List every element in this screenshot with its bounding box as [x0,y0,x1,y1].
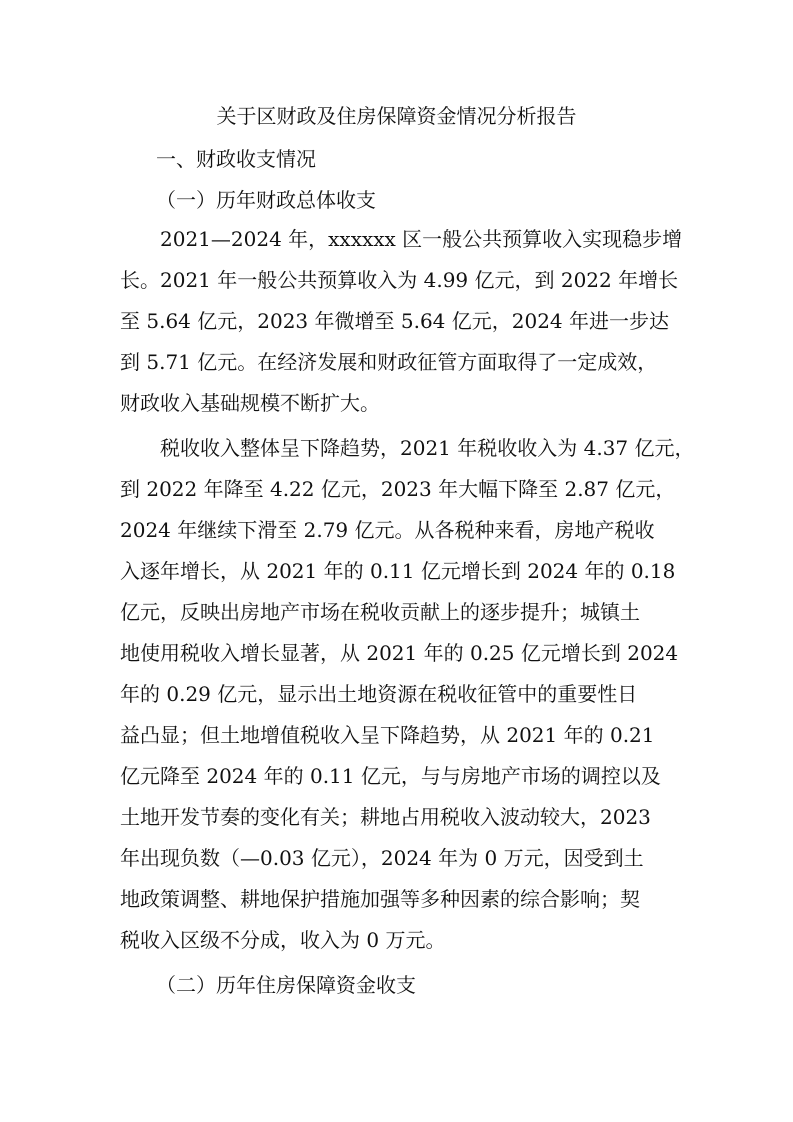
paragraph-line: 亿元降至 2024 年的 0.11 亿元，与与房地产市场的调控以及 [120,764,661,788]
paragraph-line: 至 5.64 亿元，2023 年微增至 5.64 亿元，2024 年进一步达 [120,309,670,333]
paragraph-line: 2024 年继续下滑至 2.79 亿元。从各税种来看，房地产税收 [120,518,655,542]
paragraph-line: 亿元，反映出房地产市场在税收贡献上的逐步提升；城镇土 [120,600,640,624]
paragraph-line: 长。2021 年一般公共预算收入为 4.99 亿元，到 2022 年增长 [120,268,679,292]
section-heading-fiscal: 一、财政收支情况 [156,147,316,171]
paragraph-line: 土地开发节奏的变化有关；耕地占用税收入波动较大，2023 [120,805,651,829]
paragraph-line: 到 5.71 亿元。在经济发展和财政征管方面取得了一定成效， [120,350,658,374]
paragraph-line: 2021—2024 年，xxxxxx 区一般公共预算收入实现稳步增 [120,227,683,251]
paragraph-line: 地使用税收入增长显著，从 2021 年的 0.25 亿元增长到 2024 [120,641,679,665]
subsection-heading-overall: （一）历年财政总体收支 [156,188,376,212]
paragraph-line: 地政策调整、耕地保护措施加强等多种因素的综合影响；契 [120,887,640,911]
paragraph-line: 税收入区级不分成，收入为 0 万元。 [120,928,446,952]
paragraph-line: 财政收入基础规模不断扩大。 [120,391,380,415]
paragraph-tax-revenue [120,434,720,967]
subsection-heading-housing: （二）历年住房保障资金收支 [156,973,416,997]
paragraph-line: 益凸显；但土地增值税收入呈下降趋势，从 2021 年的 0.21 [120,723,655,747]
paragraph-general-budget [120,225,720,430]
paragraph-line: 到 2022 年降至 4.22 亿元，2023 年大幅下降至 2.87 亿元， [120,477,676,501]
document-title: 关于区财政及住房保障资金情况分析报告 [216,104,577,128]
paragraph-line: 税收收入整体呈下降趋势，2021 年税收收入为 4.37 亿元， [120,436,695,460]
paragraph-line: 入逐年增长，从 2021 年的 0.11 亿元增长到 2024 年的 0.18 [120,559,676,583]
paragraph-line: 年的 0.29 亿元，显示出土地资源在税收征管中的重要性日 [120,682,638,706]
paragraph-line: 年出现负数（—0.03 亿元），2024 年为 0 万元，因受到土 [120,846,644,870]
